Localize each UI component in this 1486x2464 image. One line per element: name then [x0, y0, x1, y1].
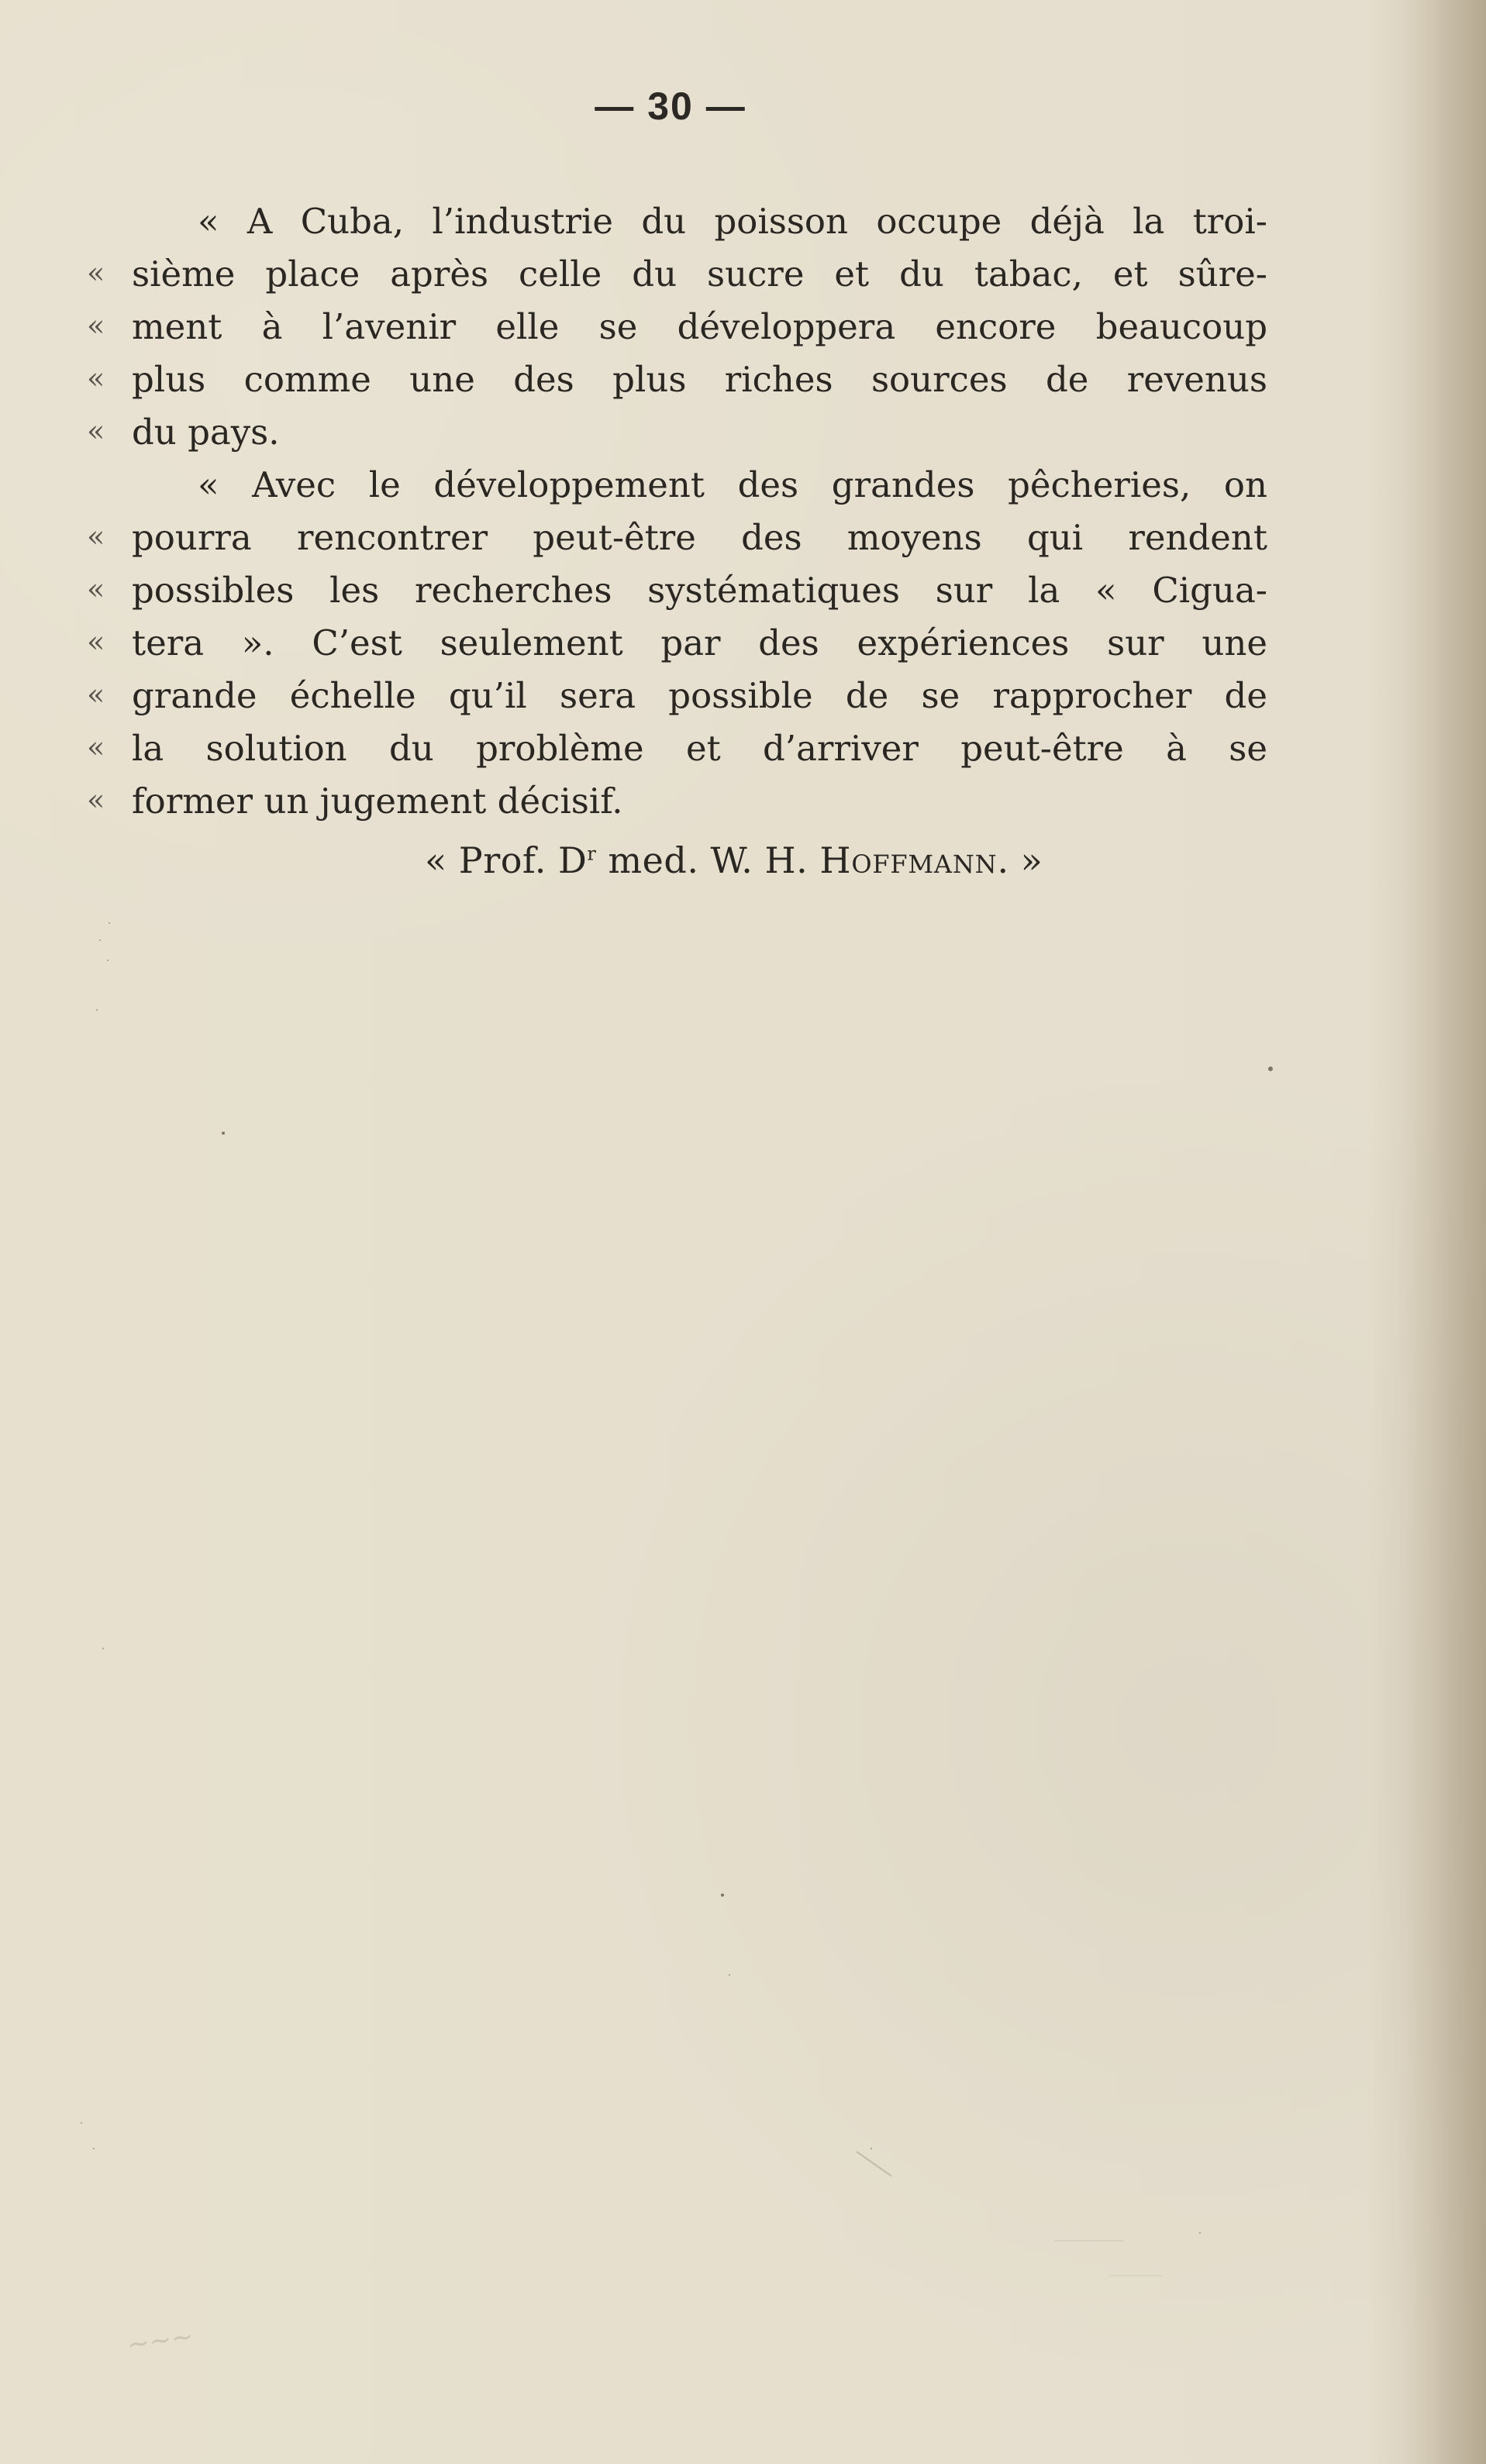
paper-speck	[1268, 1067, 1273, 1071]
quotation-marker: «	[87, 414, 105, 448]
main-text-block	[0, 0, 1486, 930]
text-line: ment à l’avenir elle se développera encore beaucoup	[132, 306, 1267, 347]
faint-stamp-mark: ~~~	[125, 2321, 195, 2361]
paper-speck	[102, 1648, 104, 1649]
paper-speck	[93, 2148, 95, 2149]
text-line: former un jugement décisif.	[132, 781, 623, 822]
signature-suffix: . »	[997, 839, 1043, 881]
paper-speck	[81, 2122, 82, 2124]
paper-speck	[721, 1894, 724, 1897]
paper-speck	[107, 960, 109, 961]
text-line: tera ». C’est seulement par des expériences sur une	[132, 622, 1267, 663]
paper-scratch	[1108, 2275, 1163, 2276]
text-line: sième place après celle du sucre et du tabac, et sûre-	[132, 253, 1267, 295]
text-line: possibles les recherches systématiques sur la « Cigua-	[132, 570, 1267, 611]
signature-superscript: r	[587, 843, 597, 865]
quotation-marker: «	[87, 572, 105, 606]
signature-surname: Hoffmann	[819, 839, 998, 881]
quotation-marker: «	[87, 730, 105, 764]
paper-speck	[96, 1009, 98, 1011]
text-line: plus comme une des plus riches sources de revenus	[132, 359, 1267, 400]
signature-line	[425, 839, 1043, 881]
text-line: « Avec le développement des grandes pêcheries, on	[198, 464, 1267, 505]
paper-speck	[729, 1974, 730, 1976]
paper-speck	[1199, 2232, 1201, 2234]
text-line: pourra rencontrer peut-être des moyens qui rendent	[132, 517, 1267, 558]
quotation-marker: «	[87, 361, 105, 395]
text-line: du pays.	[132, 412, 280, 453]
quotation-marker: «	[87, 308, 105, 343]
paper-speck	[871, 2148, 872, 2149]
signature-prefix: « Prof. D	[425, 839, 588, 881]
quotation-marker: «	[87, 256, 105, 290]
page-number: — 30 —	[595, 84, 746, 128]
quotation-marker: «	[87, 519, 105, 553]
paper-scratch	[856, 2151, 891, 2176]
paper-scratch	[1054, 2240, 1124, 2242]
paper-speck	[99, 939, 101, 941]
text-line: « A Cuba, l’industrie du poisson occupe déjà la troi-	[198, 201, 1267, 242]
text-line: grande échelle qu’il sera possible de se rapprocher de	[132, 675, 1267, 716]
quotation-marker: «	[87, 783, 105, 817]
text-line: la solution du problème et d’arriver peut-être à se	[132, 728, 1267, 769]
paper-speck	[222, 1132, 225, 1135]
signature-middle: med. W. H.	[596, 839, 820, 881]
quotation-marker: «	[87, 625, 105, 659]
quotation-marker: «	[87, 677, 105, 712]
